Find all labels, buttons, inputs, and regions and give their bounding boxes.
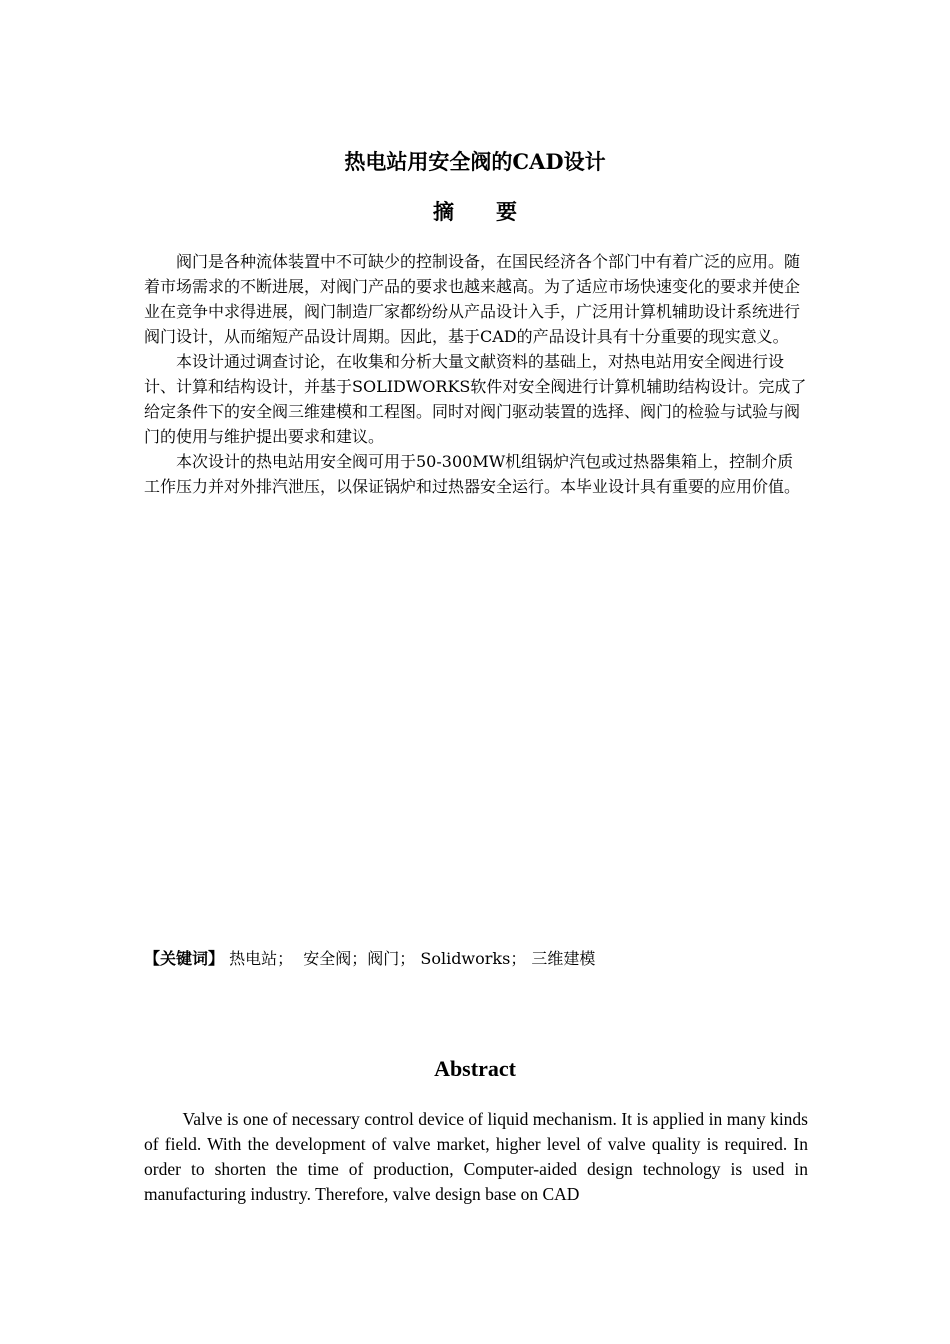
abstract-en-body (144, 1107, 808, 1207)
abstract-cn-paragraph: 本设计通过调查讨论，在收集和分析大量文献资料的基础上，对热电站用安全阀进行设计、计算和结构设计，并基于SOLIDWORKS软件对安全阀进行计算机辅助结构设计。完成了给定条件下的安全阀三维建模和工程图。同时对阀门驱动装置的选择、阀门的检验与试验与阀门的使用与维护提出要求和建议。 (144, 352, 807, 446)
abstract-cn-paragraph: 本次设计的热电站用安全阀可用于50-300MW机组锅炉汽包或过热器集箱上，控制介质工作压力并对外排汽泄压，以保证锅炉和过热器安全运行。本毕业设计具有重要的应用价值。 (144, 452, 801, 496)
keywords-line (144, 946, 808, 971)
keywords-text: 热电站； 安全阀；阀门； Solidworks； 三维建模 (224, 949, 596, 968)
keywords-label: 【关键词】 (144, 949, 225, 968)
abstract-cn-body (144, 249, 808, 499)
abstract-heading-en: Abstract (434, 1056, 516, 1081)
abstract-heading-cn: 摘要 (433, 199, 559, 224)
abstract-en-paragraph: Valve is one of necessary control device of liquid mechanism. It is applied in many kinds of field. With the development of valve market, higher level of valve quality is required. In order to shorten the time of production, Computer-aided design technology is used in manufacturing industry. Therefore, valve design base on CAD (144, 1109, 808, 1204)
abstract-cn-paragraph: 阀门是各种流体装置中不可缺少的控制设备，在国民经济各个部门中有着广泛的应用。随着市场需求的不断进展，对阀门产品的要求也越来越高。为了适应市场快速变化的要求并使企业在竞争中求得进展，阀门制造厂家都纷纷从产品设计入手，广泛用计算机辅助设计系统进行阀门设计，从而缩短产品设计周期。因此，基于CAD的产品设计具有十分重要的现实意义。 (144, 252, 801, 346)
document-title: 热电站用安全阀的CAD设计 (344, 149, 606, 174)
